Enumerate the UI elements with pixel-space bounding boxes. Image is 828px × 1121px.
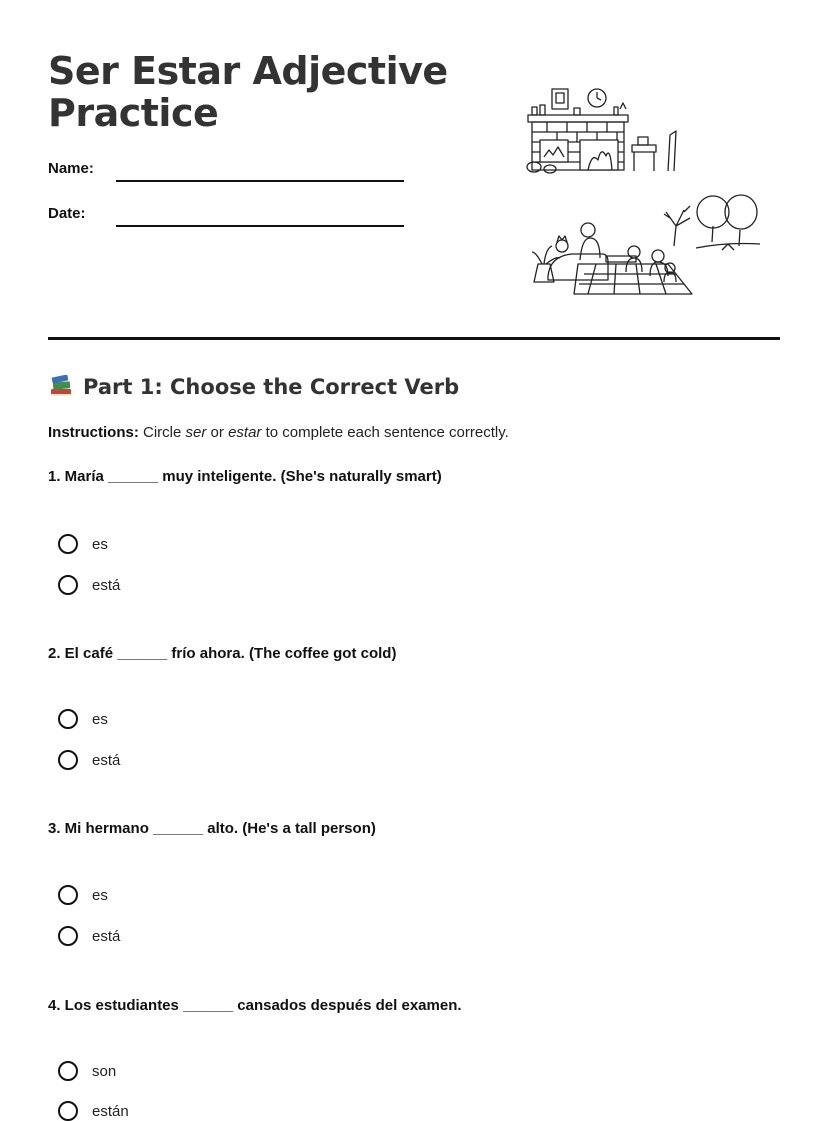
name-line[interactable] (116, 180, 404, 182)
option-label: es (92, 886, 108, 904)
part-1-title-text: Part 1: Choose the Correct Verb (83, 375, 460, 399)
title-line-1: Ser Estar Adjective (48, 49, 448, 93)
question-3: 3. Mi hermano ______ alto. (He's a tall person) (48, 820, 376, 837)
option-label: es (92, 535, 108, 553)
name-label: Name: (48, 160, 94, 177)
question-1: 1. María ______ muy inteligente. (She's naturally smart) (48, 468, 442, 485)
option-label: están (92, 1102, 129, 1120)
page-title (48, 50, 448, 134)
question-4: 4. Los estudiantes ______ cansados después del examen. (48, 997, 462, 1014)
radio-circle[interactable] (58, 534, 78, 554)
option-label: está (92, 576, 121, 594)
option-label: es (92, 710, 108, 728)
radio-circle[interactable] (58, 709, 78, 729)
instructions-post: to complete each sentence correctly. (265, 424, 509, 441)
date-line[interactable] (116, 225, 404, 227)
instructions (48, 424, 509, 441)
question-2-option-1[interactable] (58, 709, 108, 729)
radio-circle[interactable] (58, 750, 78, 770)
section-divider (48, 337, 780, 340)
fireplace-living-room-illustration (522, 85, 688, 177)
option-label: son (92, 1062, 117, 1080)
question-2-option-2[interactable] (58, 750, 120, 770)
option-label: está (92, 927, 121, 945)
instructions-pre: Circle (143, 424, 182, 441)
radio-circle[interactable] (58, 885, 78, 905)
radio-circle[interactable] (58, 1061, 78, 1081)
books-icon (48, 375, 74, 399)
question-4-option-1[interactable] (58, 1061, 116, 1081)
question-3-option-2[interactable] (58, 926, 120, 946)
instructions-or: or (210, 424, 224, 441)
instructions-estar: estar (228, 424, 262, 441)
question-1-option-2[interactable] (58, 575, 120, 595)
option-label: está (92, 751, 121, 769)
radio-circle[interactable] (58, 926, 78, 946)
question-4-option-2[interactable] (58, 1101, 129, 1121)
radio-circle[interactable] (58, 575, 78, 595)
question-1-option-1[interactable] (58, 534, 108, 554)
question-2: 2. El café ______ frío ahora. (The coffee got cold) (48, 645, 397, 662)
question-3-option-1[interactable] (58, 885, 108, 905)
part-1-title (48, 375, 459, 399)
instructions-label: Instructions: (48, 424, 139, 441)
title-line-2: Practice (48, 91, 219, 135)
date-label: Date: (48, 205, 86, 222)
family-picnic-illustration (526, 190, 764, 300)
instructions-ser: ser (185, 424, 207, 441)
radio-circle[interactable] (58, 1101, 78, 1121)
